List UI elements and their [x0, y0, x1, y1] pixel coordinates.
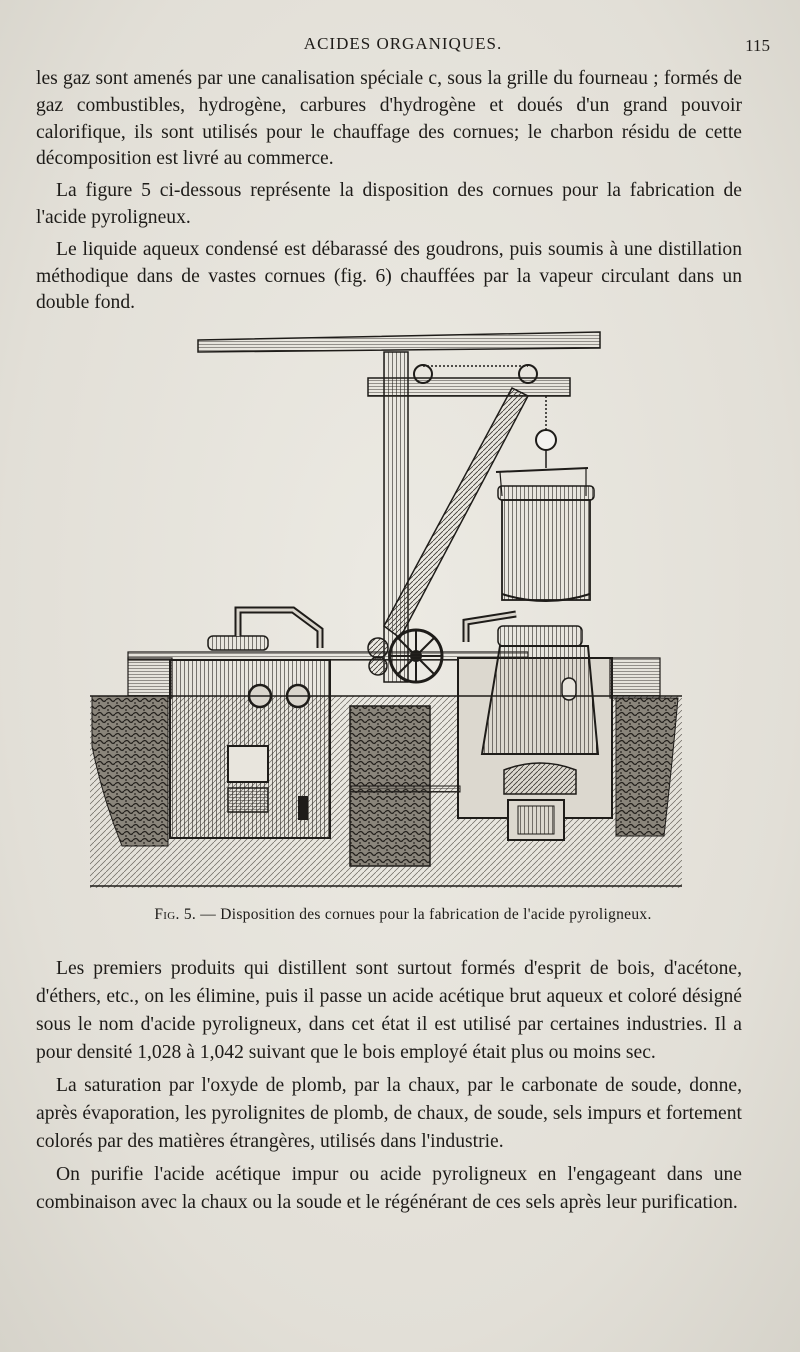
- top-text-block: [36, 66, 742, 322]
- figure-engraving: [88, 326, 684, 892]
- retort-apparatus-illustration: [88, 326, 684, 892]
- paragraph-first-products: Les premiers produits qui distillent sont surtout formés d'esprit de bois, d'acétone, d'éthers, etc., on les élimine, puis il passe un acide acétique brut aqueux et coloré désigné sous le nom d'acide pyroligneux, dans cet état il est utilisé par certaines industries. Il a pour densité 1,028 à 1,042 suivant que le bois employé était plus ou moins sec.: [36, 958, 742, 1063]
- paragraph-saturation: La saturation par l'oxyde de plomb, par la chaux, par le carbonate de soude, donne, après évaporation, les pyrolignites de plomb, de chaux, de soude, sels impurs et fortement colorés par des matières étrangères, utilisés dans l'industrie.: [36, 1075, 742, 1152]
- paragraph-distillation: Le liquide aqueux condensé est débarassé des goudrons, puis soumis à une distillation méthodique dans de vastes cornues (fig. 6) chauffées par la vapeur circulant dans un double fond.: [36, 238, 742, 314]
- figure-caption-text: — Disposition des cornues pour la fabrication de l'acide pyroligneux.: [200, 906, 652, 923]
- paragraph-purification: On purifie l'acide acétique impur ou acide pyroligneux en l'engageant dans une combinaison avec la chaux ou la soude et le régénérant de ces sels après leur purification.: [36, 1164, 742, 1213]
- page-number: 115: [745, 36, 770, 55]
- figure-caption: [36, 906, 770, 924]
- page-header: [36, 34, 770, 58]
- running-title: ACIDES ORGANIQUES.: [303, 34, 503, 53]
- paragraph-figure-reference: La figure 5 ci-dessous représente la disposition des cornues pour la fabrication de l'acide pyroligneux.: [36, 180, 742, 228]
- paragraph-continued: les gaz sont amenés par une canalisation spéciale c, sous la grille du fourneau ; formés de gaz combustibles, hydrogène, carbures d'hydrogène et doués d'un grand pouvoir calorifique, ils sont utilisés pour le chauffage des cornues; le charbon résidu de cette décomposition est livré au commerce.: [36, 68, 742, 170]
- figure-label: Fig. 5.: [154, 906, 197, 923]
- bottom-text-block: [36, 955, 742, 1222]
